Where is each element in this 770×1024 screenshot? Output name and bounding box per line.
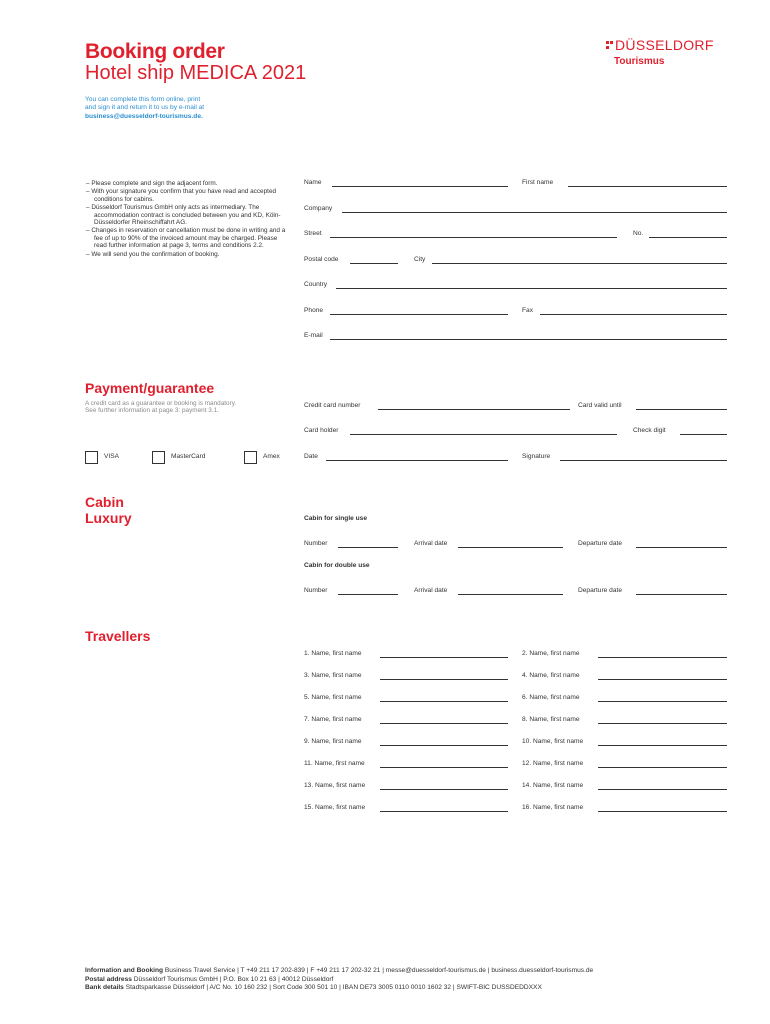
check-digit-label: Check digit bbox=[633, 427, 666, 434]
company-field[interactable] bbox=[342, 212, 727, 213]
cabin-heading-line: Luxury bbox=[85, 510, 132, 526]
name-label: Name bbox=[304, 179, 322, 186]
footer bbox=[85, 967, 725, 993]
traveller-field[interactable] bbox=[380, 767, 508, 768]
instructions-list bbox=[86, 180, 288, 259]
intro-line: and sign it and return it to us by e-mail at bbox=[85, 104, 205, 112]
house-number-field[interactable] bbox=[649, 237, 727, 238]
instruction-item: – We will send you the confirmation of booking. bbox=[86, 250, 220, 258]
instruction-item: – Düsseldorf Tourismus GmbH only acts as intermediary. The accommodation contract is concluded between you and KD, Köln-Düsseldorfer Rheinschiffahrt AG. bbox=[86, 204, 281, 227]
traveller-label: 8. Name, first name bbox=[522, 716, 580, 723]
single-number-label: Number bbox=[304, 540, 328, 547]
traveller-field[interactable] bbox=[380, 657, 508, 658]
traveller-label: 5. Name, first name bbox=[304, 694, 362, 701]
intro-email-link[interactable]: business@duesseldorf-tourismus.de. bbox=[85, 112, 203, 120]
double-number-label: Number bbox=[304, 587, 328, 594]
traveller-field[interactable] bbox=[380, 811, 508, 812]
traveller-label: 2. Name, first name bbox=[522, 650, 580, 657]
traveller-field[interactable] bbox=[598, 701, 727, 702]
traveller-label: 3. Name, first name bbox=[304, 672, 362, 679]
page-subtitle: Hotel ship MEDICA 2021 bbox=[85, 62, 307, 84]
single-departure-field[interactable] bbox=[636, 547, 727, 548]
double-arrival-field[interactable] bbox=[458, 594, 563, 595]
city-label: City bbox=[414, 256, 426, 263]
single-arrival-label: Arrival date bbox=[414, 540, 448, 547]
street-label: Street bbox=[304, 230, 322, 237]
city-field[interactable] bbox=[432, 263, 727, 264]
signature-label: Signature bbox=[522, 453, 551, 460]
traveller-field[interactable] bbox=[380, 701, 508, 702]
traveller-label: 12. Name, first name bbox=[522, 760, 584, 767]
traveller-label: 9. Name, first name bbox=[304, 738, 362, 745]
traveller-label: 10. Name, first name bbox=[522, 738, 584, 745]
traveller-field[interactable] bbox=[598, 811, 727, 812]
payment-note-line: See further information at page 3: payment 3.1. bbox=[85, 407, 219, 415]
traveller-label: 1. Name, first name bbox=[304, 650, 362, 657]
card-holder-field[interactable] bbox=[350, 434, 617, 435]
postal-code-field[interactable] bbox=[350, 263, 398, 264]
visa-checkbox[interactable] bbox=[85, 451, 98, 464]
signature-field[interactable] bbox=[560, 460, 727, 461]
traveller-field[interactable] bbox=[380, 723, 508, 724]
footer-text: Düsseldorf Tourismus GmbH | P.O. Box 10 21 63 | 40012 Düsseldorf bbox=[133, 975, 334, 983]
fax-label: Fax bbox=[522, 307, 533, 314]
date-label: Date bbox=[304, 453, 318, 460]
company-label: Company bbox=[304, 205, 333, 212]
amex-label: Amex bbox=[263, 453, 280, 460]
traveller-field[interactable] bbox=[598, 789, 727, 790]
footer-label: Bank details bbox=[85, 984, 124, 992]
payment-heading: Payment/guarantee bbox=[85, 380, 215, 396]
traveller-field[interactable] bbox=[380, 679, 508, 680]
double-departure-field[interactable] bbox=[636, 594, 727, 595]
phone-label: Phone bbox=[304, 307, 324, 314]
single-departure-label: Departure date bbox=[578, 540, 622, 547]
single-cabin-heading: Cabin for single use bbox=[304, 515, 368, 522]
travellers-heading: Travellers bbox=[85, 628, 151, 644]
traveller-field[interactable] bbox=[380, 745, 508, 746]
footer-text: Stadtsparkasse Düsseldorf | A/C No. 10 160 232 | Sort Code 300 501 10 | IBAN DE73 3005 0110 0010 1602 32 | SWIFT-BIC DUSSDEDDXXX bbox=[125, 984, 542, 992]
first-name-label: First name bbox=[522, 179, 554, 186]
date-field[interactable] bbox=[326, 460, 508, 461]
footer-line bbox=[85, 984, 725, 993]
instruction-item: – Changes in reservation or cancellation must be done in writing and a fee of up to 90% of the invoiced amount may be charged. Please read further information at page 3, terms and conditions 2.2. bbox=[86, 227, 286, 250]
country-field[interactable] bbox=[336, 288, 727, 289]
instruction-item: – With your signature you confirm that you have read and accepted conditions for cabins. bbox=[86, 188, 277, 203]
first-name-field[interactable] bbox=[568, 186, 727, 187]
email-field[interactable] bbox=[330, 339, 727, 340]
logo-wordmark: DÜSSELDORF bbox=[615, 37, 714, 53]
traveller-label: 15. Name, first name bbox=[304, 804, 366, 811]
footer-line bbox=[85, 967, 725, 976]
page-title: Booking order bbox=[85, 40, 225, 63]
single-arrival-field[interactable] bbox=[458, 547, 563, 548]
phone-field[interactable] bbox=[330, 314, 508, 315]
traveller-field[interactable] bbox=[598, 745, 727, 746]
footer-line bbox=[85, 976, 725, 985]
postal-code-label: Postal code bbox=[304, 256, 339, 263]
visa-label: VISA bbox=[104, 453, 120, 460]
traveller-label: 6. Name, first name bbox=[522, 694, 580, 701]
logo-tagline: Tourismus bbox=[614, 56, 665, 67]
traveller-label: 13. Name, first name bbox=[304, 782, 366, 789]
logo bbox=[606, 37, 714, 67]
payment-note-line: A credit card as a guarantee or booking is mandatory. bbox=[85, 400, 237, 407]
traveller-label: 14. Name, first name bbox=[522, 782, 584, 789]
double-arrival-label: Arrival date bbox=[414, 587, 448, 594]
card-number-field[interactable] bbox=[378, 409, 570, 410]
traveller-label: 16. Name, first name bbox=[522, 804, 584, 811]
footer-label: Information and Booking bbox=[85, 967, 164, 974]
intro-text bbox=[85, 96, 204, 121]
mastercard-label: MasterCard bbox=[171, 453, 206, 460]
mastercard-checkbox[interactable] bbox=[152, 451, 165, 464]
double-departure-label: Departure date bbox=[578, 587, 622, 594]
traveller-field[interactable] bbox=[598, 679, 727, 680]
double-cabin-heading: Cabin for double use bbox=[304, 562, 370, 569]
card-number-label: Credit card number bbox=[304, 402, 361, 409]
traveller-field[interactable] bbox=[598, 657, 727, 658]
fax-field[interactable] bbox=[540, 314, 727, 315]
double-number-field[interactable] bbox=[338, 594, 398, 595]
payment-note bbox=[85, 400, 236, 415]
cabin-heading bbox=[85, 494, 132, 526]
card-valid-field[interactable] bbox=[636, 409, 727, 410]
house-number-label: No. bbox=[633, 230, 644, 237]
street-field[interactable] bbox=[330, 237, 617, 238]
traveller-label: 4. Name, first name bbox=[522, 672, 580, 679]
country-label: Country bbox=[304, 281, 328, 288]
logo-mark-icon bbox=[606, 38, 613, 49]
card-holder-label: Card holder bbox=[304, 427, 339, 434]
traveller-field[interactable] bbox=[598, 723, 727, 724]
card-valid-label: Card valid until bbox=[578, 402, 622, 409]
footer-label: Postal address bbox=[85, 975, 132, 983]
traveller-field[interactable] bbox=[598, 767, 727, 768]
intro-line: You can complete this form online, print bbox=[85, 96, 201, 103]
single-number-field[interactable] bbox=[338, 547, 398, 548]
name-field[interactable] bbox=[332, 186, 508, 187]
traveller-field[interactable] bbox=[380, 789, 508, 790]
amex-checkbox[interactable] bbox=[244, 451, 257, 464]
traveller-label: 7. Name, first name bbox=[304, 716, 362, 723]
footer-text: Business Travel Service | T +49 211 17 202-839 | F +49 211 17 202-32 21 | messe@duesseldorf-tourismus.de | business.duesseldorf-tourismus.de bbox=[164, 967, 594, 974]
traveller-label: 11. Name, first name bbox=[304, 760, 365, 767]
email-label: E-mail bbox=[304, 332, 323, 339]
cabin-heading-line: Cabin bbox=[85, 494, 124, 510]
instruction-item: – Please complete and sign the adjacent form. bbox=[86, 180, 218, 187]
check-digit-field[interactable] bbox=[680, 434, 727, 435]
